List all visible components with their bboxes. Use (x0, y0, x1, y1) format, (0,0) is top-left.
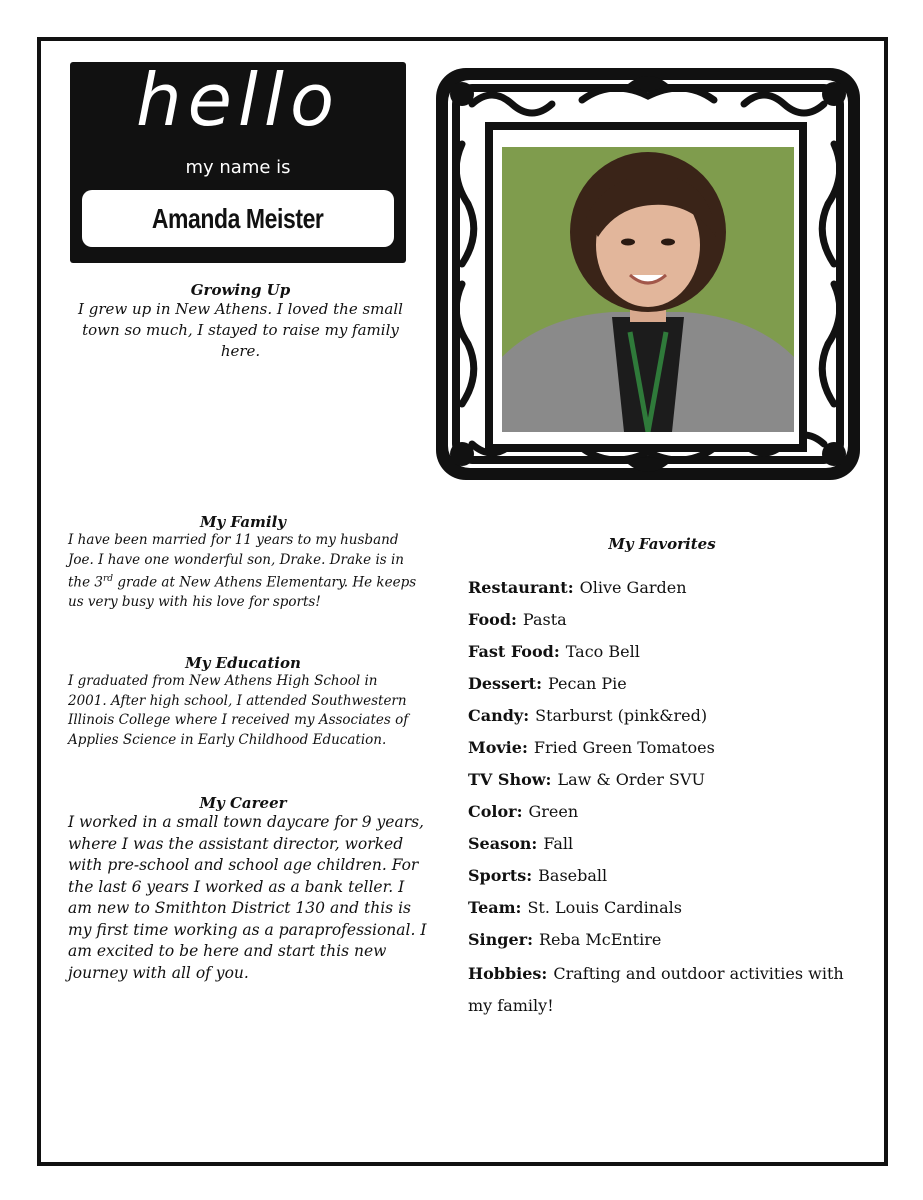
growing-up-title: Growing Up (190, 281, 291, 299)
favorite-key: Singer: (468, 930, 533, 949)
education-title: My Education (185, 654, 301, 672)
portrait-illustration (502, 147, 794, 432)
career-section (68, 794, 428, 984)
name-box (82, 190, 394, 247)
favorite-item (468, 670, 858, 702)
family-body-superscript: rd (103, 574, 114, 584)
favorite-key: TV Show: (468, 770, 552, 789)
favorite-item (468, 702, 858, 734)
favorite-value: Fall (543, 834, 574, 853)
family-section (68, 513, 418, 613)
favorite-item (468, 574, 858, 606)
favorite-value: Pecan Pie (547, 674, 627, 693)
favorite-value: Taco Bell (565, 642, 640, 661)
family-body-part-1: I have been married for 11 years to my husband Joe. I have one wonderful son, Drake. Drake is in the 3 (68, 532, 404, 591)
favorite-item (468, 734, 858, 766)
favorites-title: My Favorites (608, 535, 716, 553)
favorite-key: Color: (468, 802, 523, 821)
favorite-item (468, 606, 858, 638)
my-name-is-label: my name is (185, 157, 291, 178)
favorite-item (468, 894, 858, 926)
favorite-item (468, 766, 858, 798)
name-text: Amanda Meister (152, 202, 324, 234)
favorite-item (468, 830, 858, 862)
favorite-value: Crafting and outdoor activities with my family! (468, 964, 844, 1015)
favorite-value: Starburst (pink&red) (535, 706, 708, 725)
favorite-key: Restaurant: (468, 578, 574, 597)
favorite-key: Dessert: (468, 674, 542, 693)
favorite-key: Movie: (468, 738, 528, 757)
career-body: I worked in a small town daycare for 9 years, where I was the assistant director, worked with pre-school and school age children. For the last 6 years I worked as a bank teller. I am new to Smithton District 130 and this is my first time working as a paraprofessional. I am excited to be here and start this new journey with all of you. (68, 813, 427, 982)
favorite-value: St. Louis Cardinals (527, 898, 682, 917)
education-body: I graduated from New Athens High School in 2001. After high school, I attended Southwestern Illinois College where I received my Associates of Applies Science in Early Childhood Education. (68, 673, 409, 748)
favorite-value: Olive Garden (579, 578, 687, 597)
favorite-key: Candy: (468, 706, 530, 725)
family-body (68, 531, 418, 613)
favorite-item (468, 958, 858, 1022)
favorite-item (468, 798, 858, 830)
favorite-key: Hobbies: (468, 964, 548, 983)
favorite-item (468, 638, 858, 670)
favorite-value: Law & Order SVU (557, 770, 705, 789)
favorite-item (468, 926, 858, 958)
favorite-value: Fried Green Tomatoes (533, 738, 715, 757)
favorite-value: Baseball (538, 866, 608, 885)
favorite-value: Reba McEntire (538, 930, 662, 949)
favorite-key: Team: (468, 898, 522, 917)
family-body-part-2: grade at New Athens Elementary. He keeps us very busy with his love for sports! (68, 574, 417, 610)
family-title: My Family (199, 513, 287, 531)
hello-heading: hello (136, 58, 340, 142)
growing-up-body: I grew up in New Athens. I loved the small town so much, I stayed to raise my family here. (78, 300, 403, 360)
favorite-value: Pasta (522, 610, 567, 629)
portrait-photo (502, 147, 794, 432)
favorite-item (468, 862, 858, 894)
education-section (68, 654, 418, 750)
favorite-value: Green (528, 802, 579, 821)
favorite-key: Fast Food: (468, 642, 560, 661)
growing-up-section (68, 281, 413, 362)
favorites-list (468, 574, 858, 1022)
favorite-key: Season: (468, 834, 538, 853)
career-title: My Career (199, 794, 287, 812)
favorite-key: Sports: (468, 866, 533, 885)
favorite-key: Food: (468, 610, 517, 629)
